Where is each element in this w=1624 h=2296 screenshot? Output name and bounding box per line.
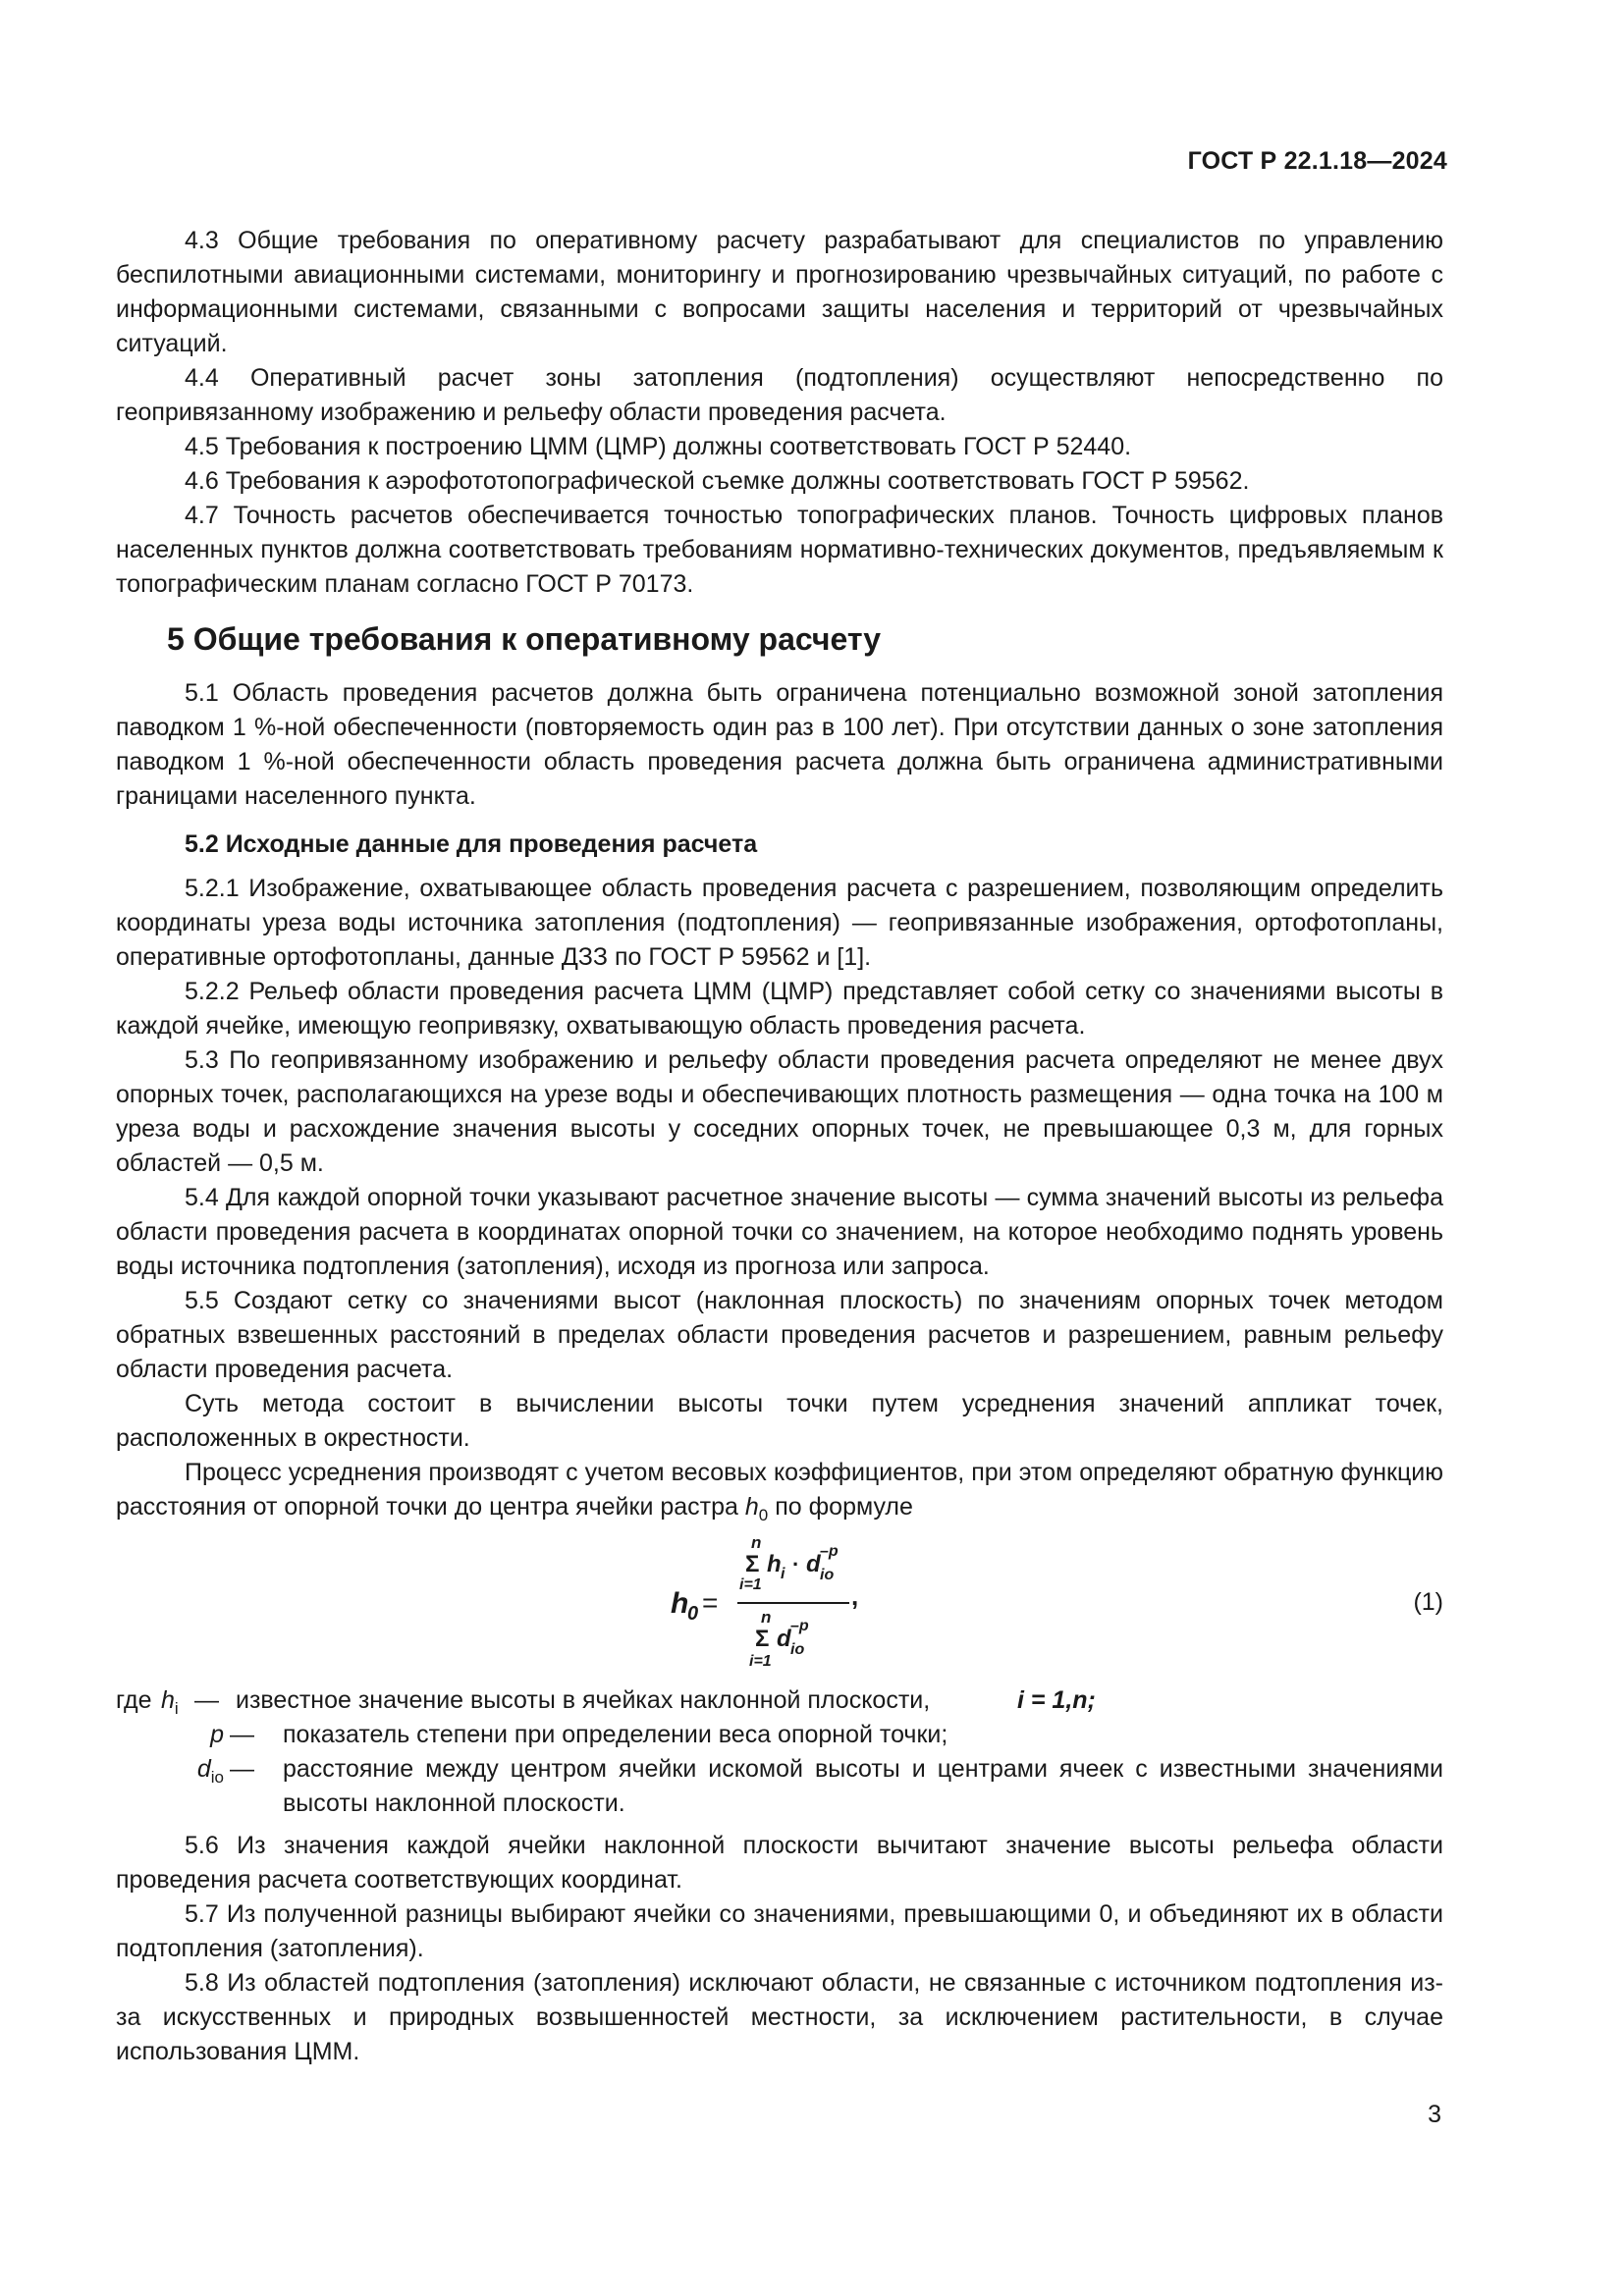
paragraph-5-4: 5.4 Для каждой опорной точки указывают расчетное значение высоты — сумма значений высоты из рельефа области проведения расчета в координатах опорной точки со значением, на которое необходимо поднять уровень воды источника подтопления (затопления), исходя из прогноза или запроса. [116,1184,1443,1280]
where-sym-h-sub: i [174,1699,179,1718]
formula-den-exp: –p [790,1618,809,1634]
where-text-p: показатель степени при определении веса опорной точки; [283,1721,948,1748]
formula-den-lower: i=1 [749,1653,772,1670]
section-5-2-heading: 5.2 Исходные данные для проведения расчета [185,830,758,858]
where-sym-h: h [161,1686,175,1714]
formula-num-upper: n [751,1533,762,1552]
where-dash-p: — [230,1721,254,1748]
formula-den-d: d [777,1626,791,1652]
formula-num-h: h [767,1551,782,1577]
formula-lhs-sub: 0 [687,1603,699,1625]
formula-den-d-sub: io [790,1641,805,1658]
where-text-h: известное значение высоты в ячейках наклонной плоскости, [236,1686,931,1714]
formula-den-sum: Σ [755,1626,770,1652]
paragraph-5-1: 5.1 Область проведения расчетов должна быть ограничена потенциально возможной зоной затопления паводком 1 %-ной обеспеченности (повторяемость один раз в 100 лет). При отсутствии данных о зоне затопления паводком 1 %-ной обеспеченности область проведения расчета должна быть ограничена административными границами населенного пункта. [116,679,1443,810]
formula-number: (1) [1413,1588,1443,1616]
where-sym-p: p [210,1721,224,1748]
paragraph-5-2-1: 5.2.1 Изображение, охватывающее область проведения расчета с разрешением, позволяющим определить координаты уреза воды источника затопления (подтопления) — геопривязанные изображения, ортофотопланы, оперативные ортофотопланы, данные ДЗЗ по ГОСТ Р 59562 и [1]. [116,875,1443,971]
page-number: 3 [1428,2101,1441,2128]
formula-num-d-sub: io [820,1567,835,1583]
formula-den-upper: n [761,1608,772,1627]
formula-num-exp: –p [820,1543,839,1560]
paragraph-5-7: 5.7 Из полученной разницы выбирают ячейки со значениями, превышающими 0, и объединяют их в области подтопления (затопления). [116,1900,1443,1962]
formula-1 [116,1534,1443,1672]
process-text: Процесс усреднения производят с учетом весовых коэффициентов, при этом определяют обратную функцию расстояния от опорной точки до центра ячейки растра [116,1459,1443,1521]
process-var: h [744,1493,759,1521]
standard-code-header: ГОСТ Р 22.1.18—2024 [1187,147,1447,175]
page-content [116,224,1443,2069]
paragraph-5-5: 5.5 Создают сетку со значениями высот (наклонная плоскость) по значениям опорных точек методом обратных взвешенных расстояний в пределах области проведения расчетов и разрешением, равным рельефу области проведения расчета. [116,1287,1443,1383]
where-item-p [116,1718,1443,1752]
formula-lhs: h [671,1587,689,1620]
process-tail: по формуле [775,1493,913,1521]
where-item-d [116,1752,1443,1821]
formula-num-d: d [806,1551,821,1577]
where-sym-d-sub: io [210,1768,224,1787]
formula-num-h-sub: i [781,1566,785,1582]
formula-graphic [671,1534,867,1672]
paragraph-5-3: 5.3 По геопривязанному изображению и рельефу области проведения расчета определяют не менее двух опорных точек, располагающихся на урезе воды и обеспечивающих плотность размещения — одна точка на 100 м уреза воды и расхождение значения высоты у соседних опорных точек, не превышающее 0,3 м, для горных областей — 0,5 м. [116,1046,1443,1177]
where-item-h [116,1683,1443,1718]
formula-num-dot: · [792,1552,800,1576]
paragraph-4-7: 4.7 Точность расчетов обеспечивается точностью топографических планов. Точность цифровых планов населенных пунктов должна соответствовать требованиям нормативно-технических документов, предъявляемым к топографическим планам согласно ГОСТ Р 70173. [116,502,1443,598]
paragraph-5-2-2: 5.2.2 Рельеф области проведения расчета ЦММ (ЦМР) представляет собой сетку со значениями высоты в каждой ячейке, имеющую геопривязку, охватывающую область проведения расчета. [116,978,1443,1040]
paragraph-4-3: 4.3 Общие требования по оперативному расчету разрабатывают для специалистов по управлению беспилотными авиационными системами, мониторингу и прогнозированию чрезвычайных ситуаций, по работе с информационными системами, связанными с вопросами защиты населения и территорий от чрезвычайных ситуаций. [116,227,1443,357]
formula-num-lower: i=1 [739,1576,762,1593]
where-dash-d: — [230,1755,254,1783]
process-var-sub: 0 [758,1506,769,1524]
paragraph-5-8: 5.8 Из областей подтопления (затопления) исключают области, не связанные с источником подтопления из-за искусственных и природных возвышенностей местности, за исключением растительности, в случае использования ЦММ. [116,1969,1443,2065]
paragraph-process [116,1456,1443,1532]
formula-num-sum: Σ [745,1551,760,1577]
section-5-heading: 5 Общие требования к оперативному расчету [167,621,882,657]
where-range-h: i = 1,n; [1017,1686,1096,1714]
paragraph-5-6: 5.6 Из значения каждой ячейки наклонной плоскости вычитают значение высоты рельефа области проведения расчета соответствующих координат. [116,1832,1443,1894]
paragraph-4-4: 4.4 Оперативный расчет зоны затопления (подтопления) осуществляют непосредственно по геопривязанному изображению и рельефу области проведения расчета. [116,364,1443,426]
paragraph-method: Суть метода состоит в вычислении высоты точки путем усреднения значений аппликат точек, расположенных в окрестности. [116,1390,1443,1452]
where-text-d: расстояние между центром ячейки искомой высоты и центрами ячеек с известными значениями высоты наклонной плоскости. [283,1755,1443,1817]
where-dash-h: — [194,1686,219,1714]
paragraph-4-6: 4.6 Требования к аэрофототопографической съемке должны соответствовать ГОСТ Р 59562. [185,467,1250,495]
formula-comma: , [851,1581,859,1611]
paragraph-4-5: 4.5 Требования к построению ЦММ (ЦМР) должны соответствовать ГОСТ Р 52440. [185,433,1132,460]
formula-equals: = [702,1587,719,1618]
where-sym-d: d [196,1755,211,1783]
where-lead: где [116,1686,152,1714]
